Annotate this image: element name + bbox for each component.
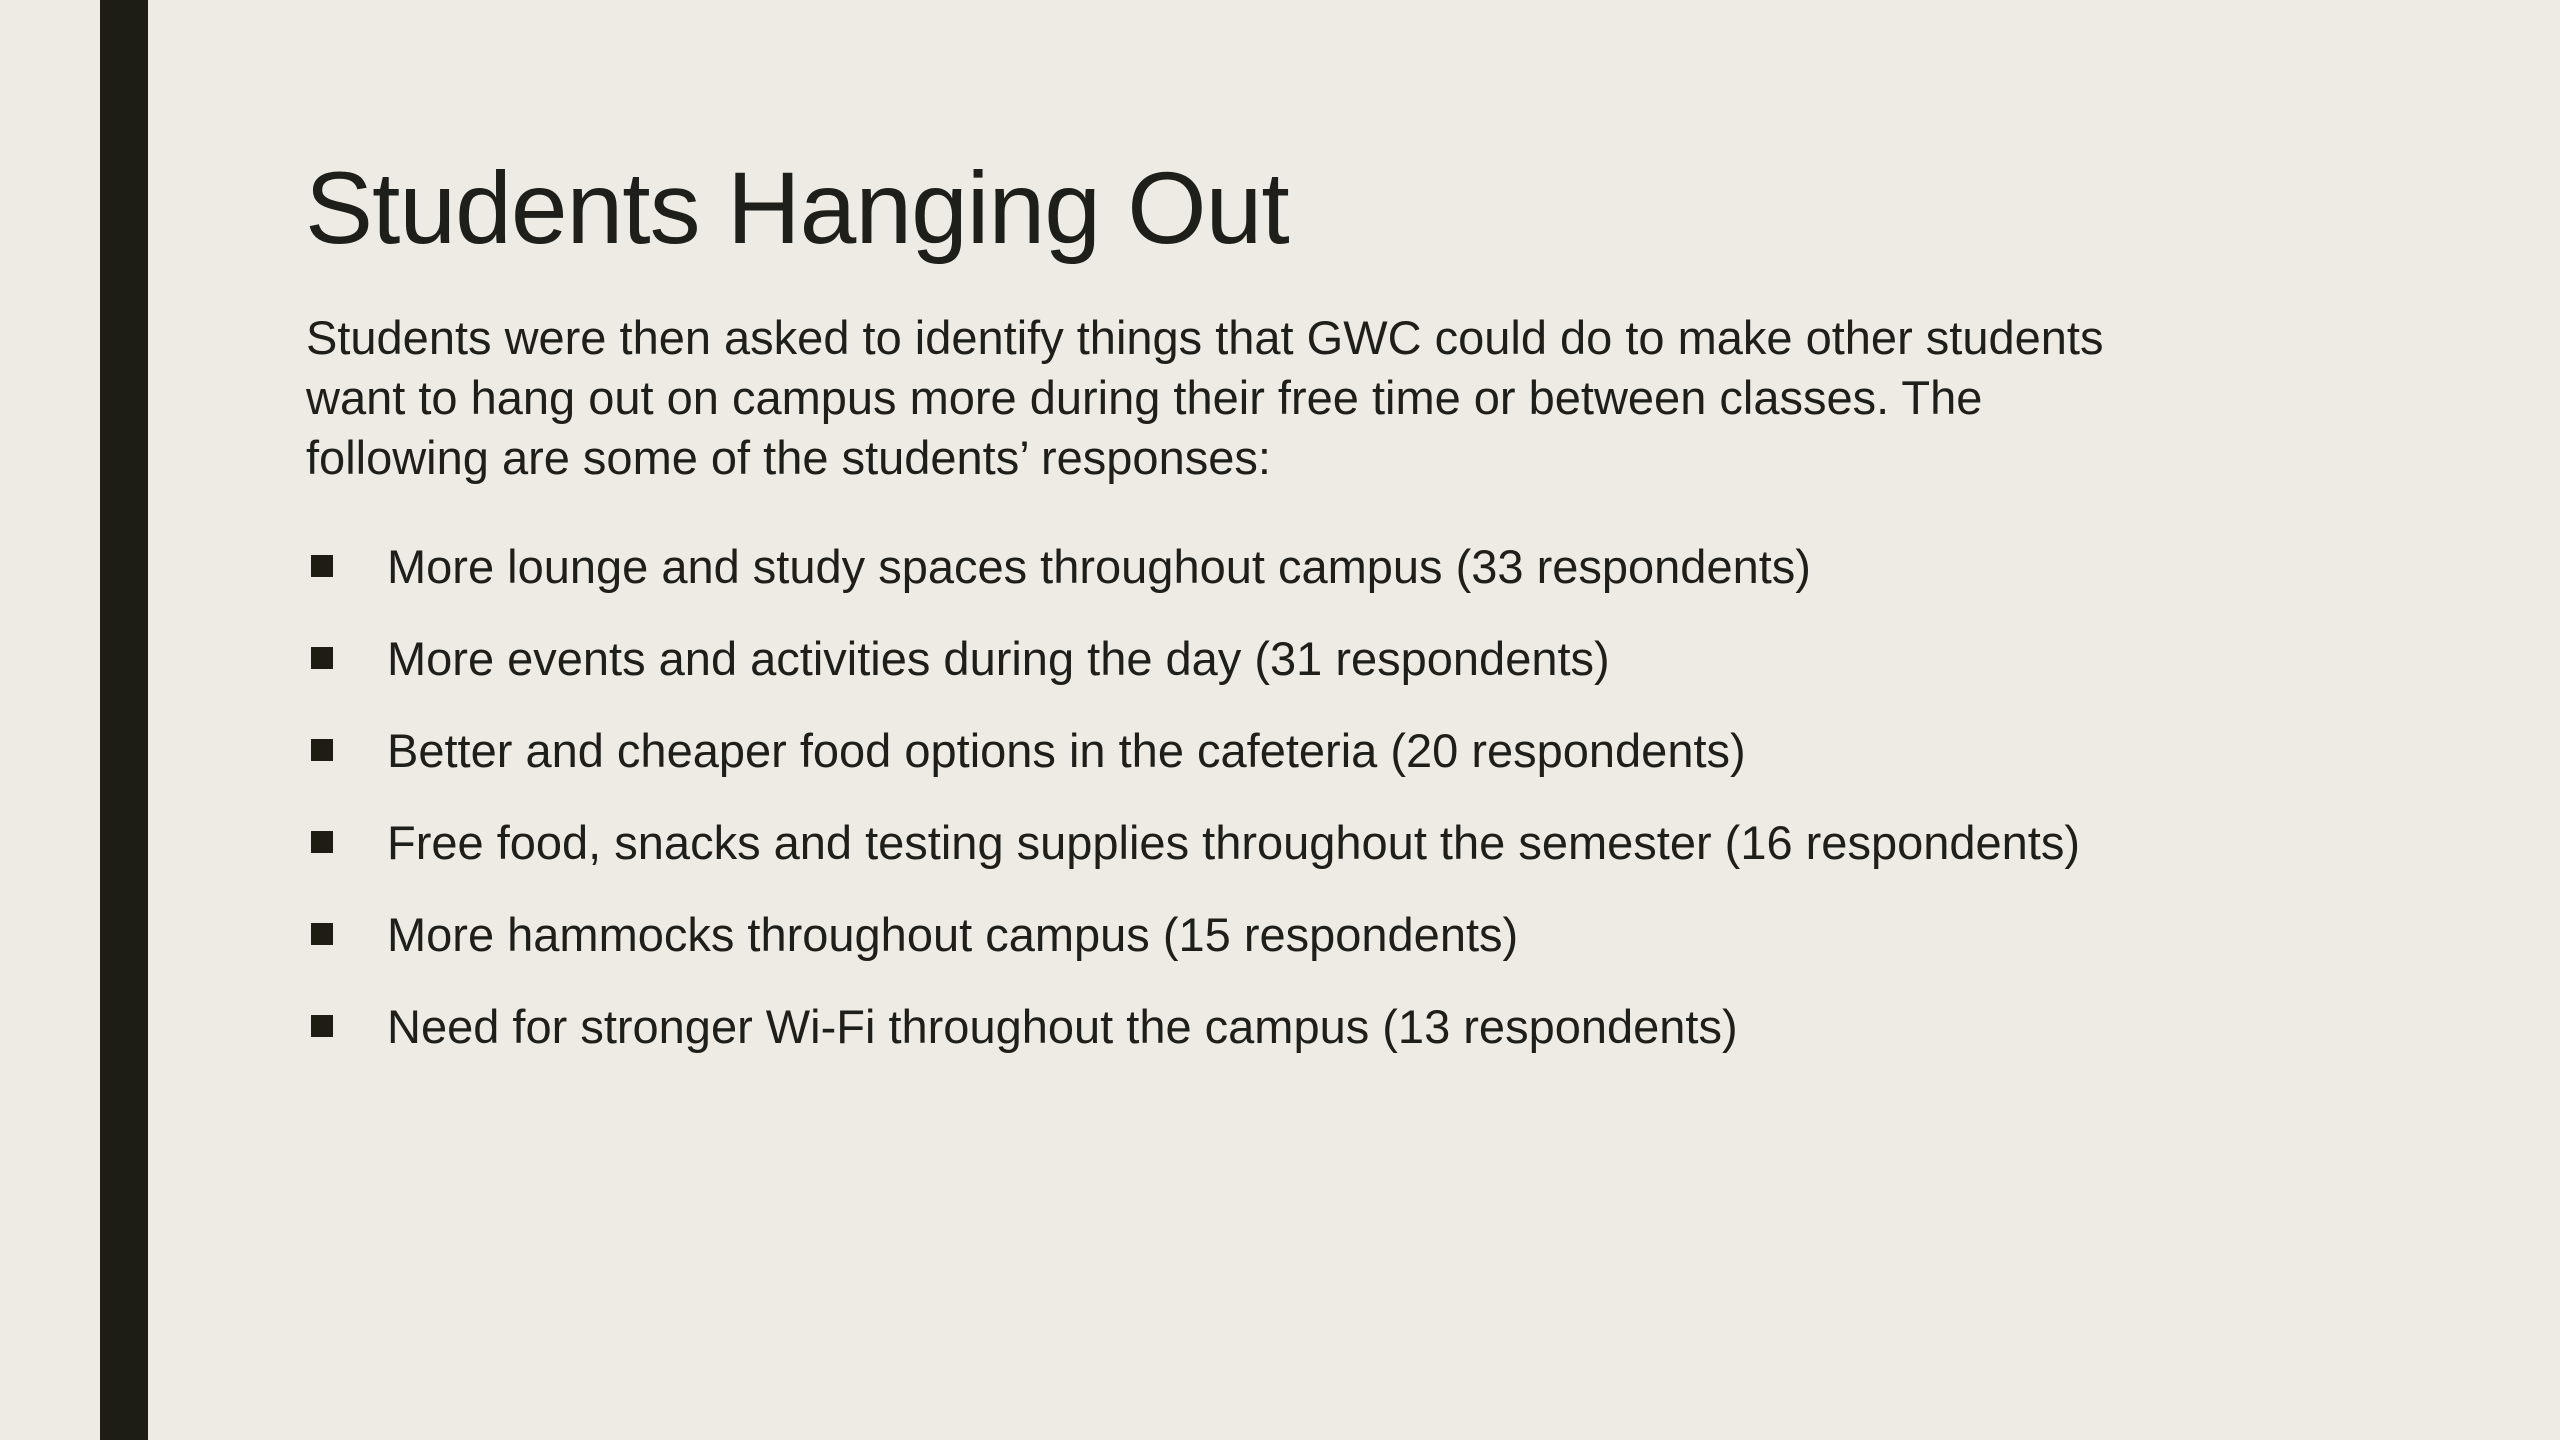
list-item-text: More lounge and study spaces throughout campus (33 respondents) bbox=[387, 539, 1811, 593]
list-item bbox=[306, 796, 2080, 888]
intro-paragraph bbox=[306, 308, 2306, 488]
list-item bbox=[306, 612, 2080, 704]
intro-line: want to hang out on campus more during their free time or between classes. The bbox=[306, 371, 1983, 424]
accent-bar bbox=[100, 0, 148, 1440]
square-bullet-icon bbox=[311, 555, 333, 577]
list-item-text: Need for stronger Wi-Fi throughout the campus (13 respondents) bbox=[387, 999, 1738, 1053]
list-item bbox=[306, 980, 2080, 1072]
square-bullet-icon bbox=[311, 739, 333, 761]
list-item-text: More hammocks throughout campus (15 respondents) bbox=[387, 907, 1519, 961]
list-item bbox=[306, 888, 2080, 980]
square-bullet-icon bbox=[311, 647, 333, 669]
square-bullet-icon bbox=[311, 1015, 333, 1037]
intro-line: Students were then asked to identify things that GWC could do to make other students bbox=[306, 311, 2104, 364]
list-item bbox=[306, 704, 2080, 796]
list-item-text: Better and cheaper food options in the cafeteria (20 respondents) bbox=[387, 723, 1746, 777]
intro-line: following are some of the students’ responses: bbox=[306, 431, 1271, 484]
square-bullet-icon bbox=[311, 923, 333, 945]
list-item-text: Free food, snacks and testing supplies throughout the semester (16 respondents) bbox=[387, 815, 2080, 869]
list-item bbox=[306, 520, 2080, 612]
square-bullet-icon bbox=[311, 831, 333, 853]
slide-title: Students Hanging Out bbox=[305, 151, 1289, 265]
response-list bbox=[306, 520, 2080, 1072]
list-item-text: More events and activities during the day (31 respondents) bbox=[387, 631, 1610, 685]
